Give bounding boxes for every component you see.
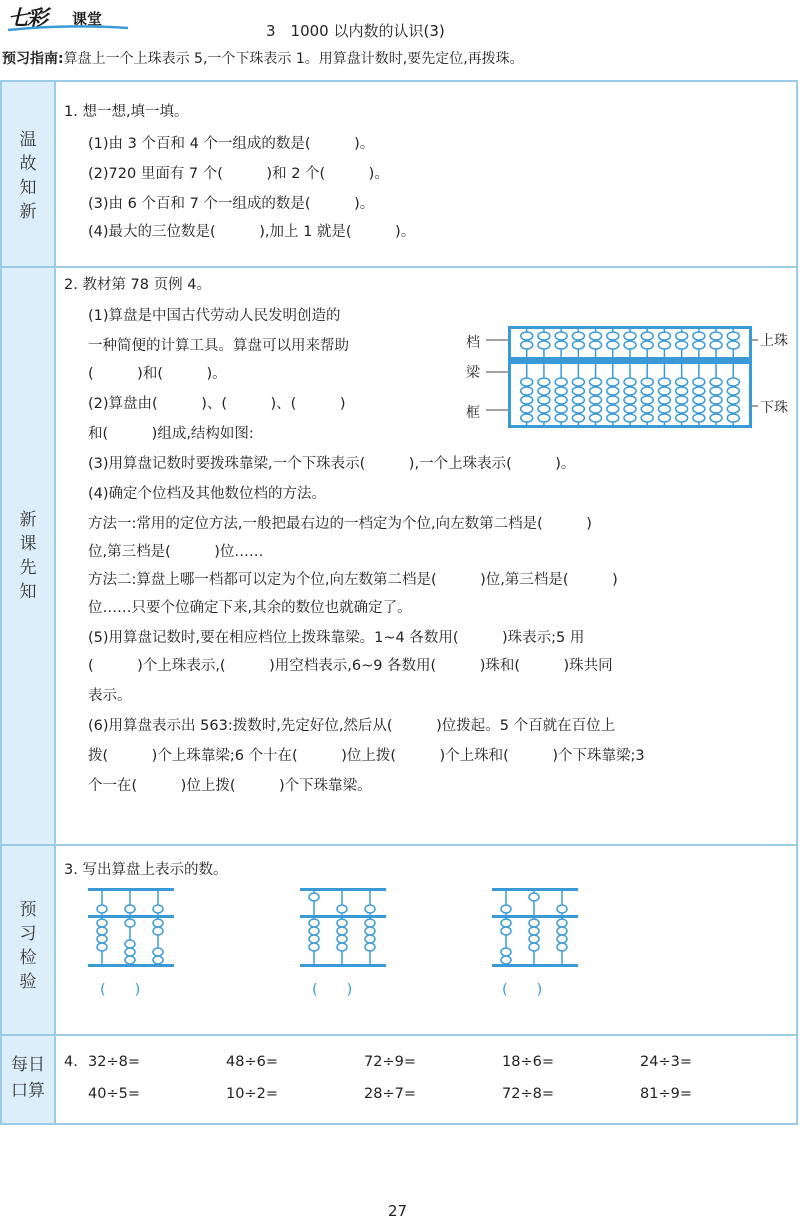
abacus-lower-bead	[607, 378, 619, 386]
abacus-lower-bead	[658, 378, 670, 386]
abacus-upper-bead	[676, 332, 688, 340]
abacus-upper-bead	[153, 905, 163, 913]
abacus-upper-bead	[555, 341, 567, 349]
abacus-lower-bead	[624, 396, 636, 404]
guide-text: 算盘上一个上珠表示 5,一个下珠表示 1。用算盘计数时,要先定位,再拨珠。	[63, 51, 524, 67]
abacus-lower-bead	[501, 927, 511, 935]
abacus-lower-bead	[125, 919, 135, 927]
abacus-upper-bead	[125, 905, 135, 913]
abacus-lower-bead	[557, 935, 567, 943]
abacus-upper-bead	[309, 893, 319, 901]
abacus-label-lower-bead: 下珠	[760, 400, 788, 416]
q1-item-3: (3)由 6 个百和 7 个一组成的数是( )。	[88, 196, 375, 212]
q4-number: 4.	[64, 1054, 78, 1070]
abacus-lower-bead	[607, 387, 619, 395]
abacus-upper-bead	[501, 905, 511, 913]
abacus-lower-bead	[693, 378, 705, 386]
abacus-lower-bead	[710, 414, 722, 422]
q1-item-1: (1)由 3 个百和 4 个一组成的数是( )。	[88, 136, 375, 152]
q4-r1-3: 72÷9=	[364, 1054, 416, 1070]
abacus-lower-bead	[309, 919, 319, 927]
abacus-lower-bead	[624, 405, 636, 413]
abacus-lower-bead	[710, 405, 722, 413]
abacus-lower-bead	[555, 396, 567, 404]
abacus-lower-bead	[501, 919, 511, 927]
abacus-upper-bead	[590, 341, 602, 349]
abacus-lower-bead	[365, 927, 375, 935]
abacus-lower-bead	[641, 378, 653, 386]
abacus-lower-bead	[710, 387, 722, 395]
abacus-lower-bead	[521, 378, 533, 386]
q4-r1-5: 24÷3=	[640, 1054, 692, 1070]
abacus-lower-bead	[365, 935, 375, 943]
side-divider	[54, 80, 56, 1125]
abacus-lower-bead	[727, 405, 739, 413]
abacus-top-bar	[88, 888, 174, 891]
abacus-lower-bead	[658, 396, 670, 404]
q2-method1b: 位,第三档是( )位……	[88, 544, 264, 560]
q4-r1-4: 18÷6=	[502, 1054, 554, 1070]
abacus-lower-bead	[590, 378, 602, 386]
abacus-lower-bead	[572, 414, 584, 422]
abacus-lower-bead	[727, 396, 739, 404]
abacus-lower-bead	[337, 935, 347, 943]
q1-item-4: (4)最大的三位数是( ),加上 1 就是( )。	[88, 224, 416, 240]
abacus-lower-bead	[529, 935, 539, 943]
abacus-upper-bead	[557, 905, 567, 913]
abacus-lower-bead	[538, 387, 550, 395]
abacus-upper-bead	[572, 332, 584, 340]
q2-p4: (4)确定个位档及其他数位档的方法。	[88, 486, 327, 502]
abacus-upper-bead	[727, 332, 739, 340]
abacus-lower-bead	[555, 405, 567, 413]
abacus-upper-bead	[641, 332, 653, 340]
abacus-lower-bead	[658, 414, 670, 422]
abacus-upper-bead	[641, 341, 653, 349]
abacus-lower-bead	[538, 405, 550, 413]
row-divider-3	[0, 1034, 798, 1036]
q2-p2b: 和( )组成,结构如图:	[88, 426, 254, 442]
q4-r1-1: 32÷8=	[88, 1054, 140, 1070]
preview-guide	[2, 48, 524, 68]
abacus-top-bar	[300, 888, 386, 891]
q4-r2-3: 28÷7=	[364, 1086, 416, 1102]
abacus-lower-bead	[590, 405, 602, 413]
guide-label: 预习指南:	[2, 51, 64, 67]
section-label-mental: 每日 口算	[11, 1055, 45, 1101]
abacus-lower-bead	[501, 948, 511, 956]
abacus-upper-bead	[727, 341, 739, 349]
abacus-lower-bead	[125, 948, 135, 956]
abacus-lower-bead	[529, 919, 539, 927]
abacus-lower-bead	[97, 943, 107, 951]
abacus-lower-bead	[572, 405, 584, 413]
q2-method1a: 方法一:常用的定位方法,一般把最右边的一档定为个位,向左数第二档是( )	[88, 516, 592, 532]
abacus-lower-bead	[607, 405, 619, 413]
abacus-label-liang: 梁	[466, 365, 480, 381]
q4-r2-1: 40÷5=	[88, 1086, 140, 1102]
q2-title: 2. 教材第 78 页例 4。	[64, 277, 211, 293]
abacus-lower-bead	[693, 396, 705, 404]
section-label-new: 新 课 先 知	[19, 510, 37, 602]
abacus-upper-bead	[710, 341, 722, 349]
abacus-lower-bead	[590, 414, 602, 422]
q1-item-2: (2)720 里面有 7 个( )和 2 个( )。	[88, 166, 389, 182]
q3-answer-1[interactable]: ( )	[100, 982, 141, 998]
abacus-lower-bead	[676, 396, 688, 404]
abacus-label-dang: 档	[466, 335, 480, 351]
q4-r1-2: 48÷6=	[226, 1054, 278, 1070]
abacus-figure-3	[492, 888, 578, 968]
abacus-upper-bead	[529, 893, 539, 901]
abacus-upper-bead	[607, 332, 619, 340]
logo-swoosh-icon	[6, 24, 130, 32]
abacus-beam	[510, 357, 751, 364]
q2-method2b: 位……只要个位确定下来,其余的数位也就确定了。	[88, 600, 412, 616]
abacus-lower-bead	[153, 919, 163, 927]
q2-p3: (3)用算盘记数时要拨珠靠梁,一个下珠表示( ),一个上珠表示( )。	[88, 456, 576, 472]
q2-p6b: 拨( )个上珠靠梁;6 个十在( )位上拨( )个上珠和( )个下珠靠梁;3	[88, 748, 645, 764]
abacus-label-kuang: 框	[466, 405, 480, 421]
abacus-lower-bead	[153, 948, 163, 956]
abacus-lower-bead	[309, 927, 319, 935]
abacus-upper-bead	[624, 332, 636, 340]
abacus-lower-bead	[557, 943, 567, 951]
abacus-lower-bead	[641, 405, 653, 413]
q2-p1c: ( )和( )。	[88, 366, 227, 382]
abacus-upper-bead	[693, 341, 705, 349]
abacus-lower-bead	[607, 414, 619, 422]
q2-p5a: (5)用算盘记数时,要在相应档位上拨珠靠梁。1~4 各数用( )珠表示;5 用	[88, 630, 585, 646]
abacus-lower-bead	[365, 943, 375, 951]
abacus-upper-bead	[521, 332, 533, 340]
abacus-lower-bead	[590, 387, 602, 395]
abacus-lower-bead	[693, 405, 705, 413]
abacus-lower-bead	[501, 956, 511, 964]
page-number: 27	[388, 1202, 408, 1220]
abacus-lower-bead	[658, 405, 670, 413]
abacus-lower-bead	[97, 935, 107, 943]
q1-title: 1. 想一想,填一填。	[64, 104, 189, 120]
q3-title: 3. 写出算盘上表示的数。	[64, 862, 228, 878]
abacus-lower-bead	[641, 396, 653, 404]
q2-p2a: (2)算盘由( )、( )、( )	[88, 396, 346, 412]
abacus-upper-bead	[555, 332, 567, 340]
abacus-lower-bead	[337, 927, 347, 935]
abacus-lower-bead	[693, 387, 705, 395]
abacus-lower-bead	[521, 414, 533, 422]
abacus-lower-bead	[676, 387, 688, 395]
abacus-lower-bead	[676, 414, 688, 422]
abacus-lower-bead	[538, 414, 550, 422]
section-label-review: 温 故 知 新	[19, 130, 37, 222]
abacus-upper-bead	[693, 332, 705, 340]
abacus-upper-bead	[521, 341, 533, 349]
abacus-lower-bead	[555, 378, 567, 386]
abacus-lower-bead	[337, 943, 347, 951]
section-label-check: 预 习 检 验	[19, 900, 37, 992]
q4-r2-4: 72÷8=	[502, 1086, 554, 1102]
abacus-beam	[492, 915, 578, 918]
q2-p6a: (6)用算盘表示出 563:拨数时,先定好位,然后从( )位拨起。5 个百就在百位上	[88, 718, 616, 734]
page-title: 3 1000 以内数的认识(3)	[266, 22, 445, 40]
q2-p5b: ( )个上珠表示,( )用空档表示,6~9 各数用( )珠和( )珠共同	[88, 658, 613, 674]
abacus-lower-bead	[641, 414, 653, 422]
abacus-upper-bead	[590, 332, 602, 340]
q2-p5c: 表示。	[88, 688, 132, 704]
q3-answer-2[interactable]: ( )	[312, 982, 353, 998]
abacus-lower-bead	[572, 387, 584, 395]
abacus-beam	[300, 915, 386, 918]
abacus-lower-bead	[676, 378, 688, 386]
abacus-lower-bead	[555, 414, 567, 422]
abacus-lower-bead	[309, 935, 319, 943]
abacus-upper-bead	[710, 332, 722, 340]
abacus-beam	[88, 915, 174, 918]
abacus-lower-bead	[521, 405, 533, 413]
abacus-lower-bead	[521, 396, 533, 404]
abacus-lower-bead	[153, 927, 163, 935]
abacus-lower-bead	[590, 396, 602, 404]
abacus-top-bar	[492, 888, 578, 891]
abacus-lower-bead	[676, 405, 688, 413]
abacus-upper-bead	[538, 332, 550, 340]
row-divider-2	[0, 844, 798, 846]
abacus-upper-bead	[607, 341, 619, 349]
abacus-lower-bead	[557, 919, 567, 927]
abacus-lower-bead	[624, 414, 636, 422]
abacus-lower-bead	[538, 378, 550, 386]
abacus-lower-bead	[529, 927, 539, 935]
abacus-bottom-bar	[300, 964, 386, 967]
abacus-lower-bead	[557, 927, 567, 935]
q2-p6c: 个一在( )位上拨( )个下珠靠梁。	[88, 778, 372, 794]
q3-answer-3[interactable]: ( )	[502, 982, 543, 998]
abacus-lower-bead	[572, 396, 584, 404]
abacus-label-upper-bead: 上珠	[760, 333, 788, 349]
abacus-lower-bead	[624, 378, 636, 386]
abacus-upper-bead	[538, 341, 550, 349]
abacus-upper-bead	[624, 341, 636, 349]
abacus-upper-bead	[97, 905, 107, 913]
abacus-lower-bead	[727, 378, 739, 386]
q2-p1a: (1)算盘是中国古代劳动人民发明创造的	[88, 308, 341, 324]
abacus-upper-bead	[337, 905, 347, 913]
abacus-upper-bead	[572, 341, 584, 349]
abacus-figure-2	[300, 888, 386, 968]
abacus-lower-bead	[538, 396, 550, 404]
logo-sub-text: 课堂	[72, 10, 103, 28]
q2-p1b: 一种简便的计算工具。算盘可以用来帮助	[88, 338, 349, 354]
abacus-lower-bead	[572, 378, 584, 386]
q2-method2a: 方法二:算盘上哪一档都可以定为个位,向左数第二档是( )位,第三档是( )	[88, 572, 618, 588]
abacus-lower-bead	[529, 943, 539, 951]
abacus-lower-bead	[365, 919, 375, 927]
abacus-upper-bead	[365, 905, 375, 913]
abacus-lower-bead	[607, 396, 619, 404]
abacus-lower-bead	[125, 956, 135, 964]
abacus-lower-bead	[710, 396, 722, 404]
abacus-diagram	[508, 326, 752, 428]
abacus-lower-bead	[125, 940, 135, 948]
abacus-lower-bead	[309, 943, 319, 951]
abacus-lower-bead	[97, 927, 107, 935]
row-divider-1	[0, 266, 798, 268]
brand-logo	[6, 2, 132, 32]
abacus-lower-bead	[727, 387, 739, 395]
abacus-lower-bead	[624, 387, 636, 395]
abacus-lower-bead	[555, 387, 567, 395]
abacus-lower-bead	[727, 414, 739, 422]
abacus-lower-bead	[693, 414, 705, 422]
abacus-lower-bead	[97, 919, 107, 927]
abacus-lower-bead	[153, 956, 163, 964]
logo-main-text: 七彩	[8, 6, 46, 30]
abacus-lower-bead	[521, 387, 533, 395]
q4-r2-5: 81÷9=	[640, 1086, 692, 1102]
abacus-lower-bead	[641, 387, 653, 395]
abacus-lower-bead	[337, 919, 347, 927]
abacus-figure-1	[88, 888, 174, 968]
abacus-upper-bead	[676, 341, 688, 349]
abacus-lower-bead	[710, 378, 722, 386]
q4-r2-2: 10÷2=	[226, 1086, 278, 1102]
abacus-upper-bead	[658, 332, 670, 340]
abacus-lower-bead	[658, 387, 670, 395]
abacus-upper-bead	[658, 341, 670, 349]
